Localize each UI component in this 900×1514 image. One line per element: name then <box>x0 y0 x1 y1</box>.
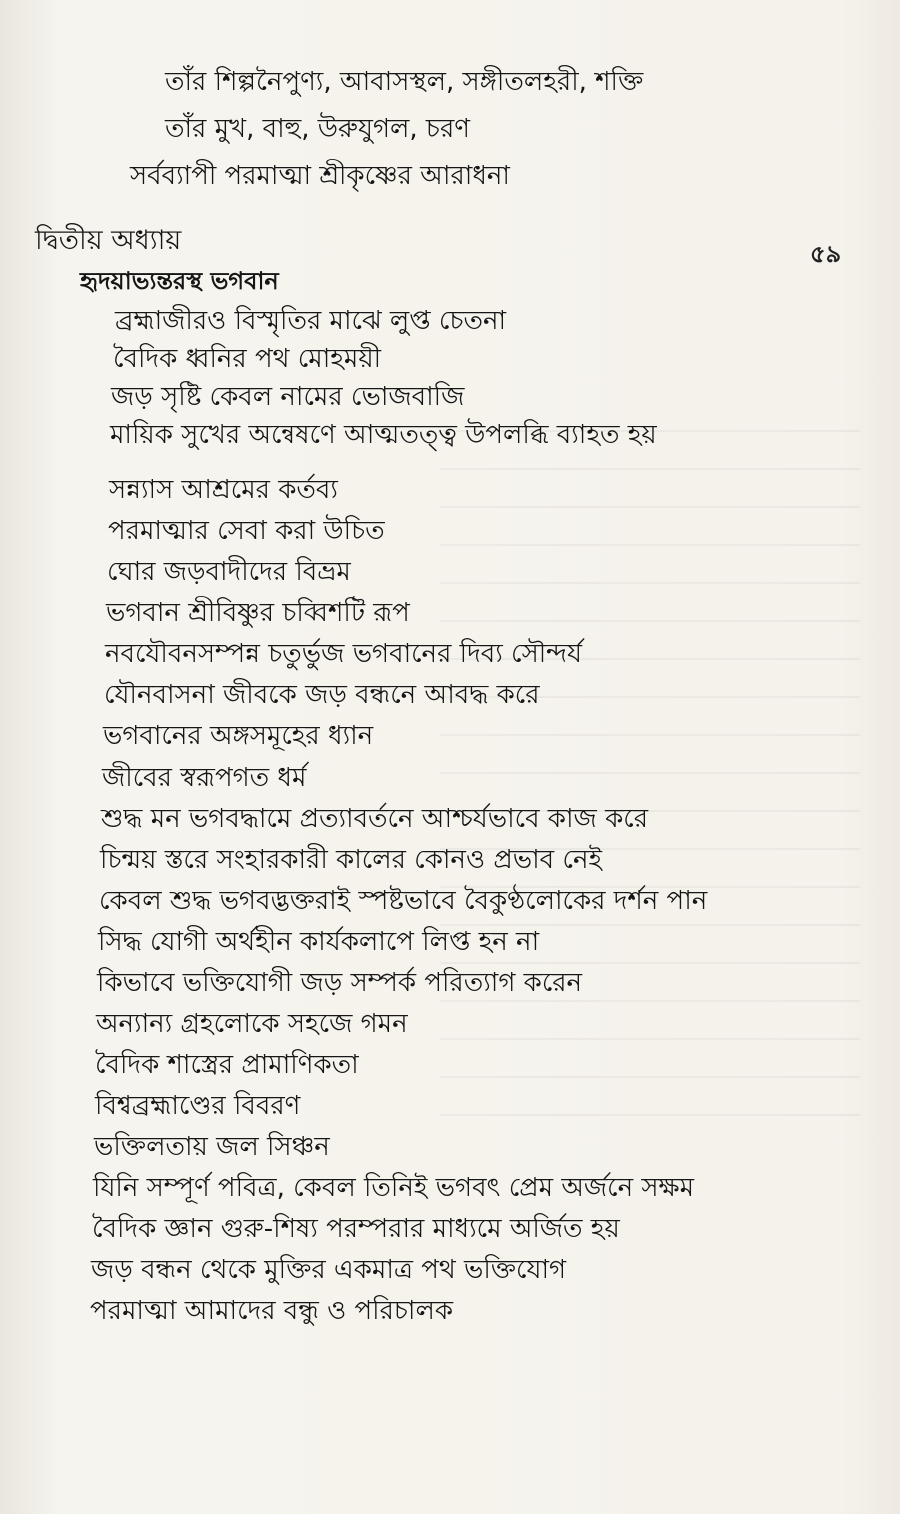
toc-entry: বিশ্বব্রহ্মাণ্ডের বিবরণ <box>95 1091 301 1121</box>
toc-entry: তাঁর মুখ, বাহু, উরুযুগল, চরণ <box>165 114 470 144</box>
toc-entry: ভগবান শ্রীবিষ্ণুর চব্বিশটি রূপ <box>106 598 410 628</box>
toc-entry: পরমাত্মার সেবা করা উচিত <box>108 516 385 546</box>
toc-entry: যিনি সম্পূর্ণ পবিত্র, কেবল তিনিই ভগবৎ প্রেম অর্জনে সক্ষম <box>93 1173 695 1203</box>
toc-entry: ব্রহ্মাজীরও বিস্মৃতির মাঝে লুপ্ত চেতনা <box>115 306 507 336</box>
toc-entry: বৈদিক জ্ঞান গুরু-শিষ্য পরম্পরার মাধ্যমে অর্জিত হয় <box>92 1214 620 1244</box>
toc-entry: সন্ন্যাস আশ্রমের কর্তব্য <box>109 475 338 505</box>
toc-entry: কিভাবে ভক্তিযোগী জড় সম্পর্ক পরিত্যাগ করেন <box>97 968 583 998</box>
toc-entry: সিদ্ধ যোগী অর্থহীন কার্যকলাপে লিপ্ত হন না <box>98 927 540 957</box>
toc-entry: ভক্তিলতায় জল সিঞ্চন <box>94 1132 330 1162</box>
toc-entry: অন্যান্য গ্রহলোকে সহজে গমন <box>96 1009 408 1039</box>
toc-entry: ঘোর জড়বাদীদের বিভ্রম <box>107 557 351 587</box>
toc-entry: চিন্ময় স্তরে সংহারকারী কালের কোনও প্রভাব নেই <box>100 845 603 875</box>
toc-entry: ভগবানের অঙ্গসমূহের ধ্যান <box>103 721 374 751</box>
toc-entry: জীবের স্বরূপগত ধর্ম <box>102 763 307 793</box>
toc-entry: পরমাত্মা আমাদের বন্ধু ও পরিচালক <box>90 1296 454 1326</box>
section-title: হৃদয়াভ্যন্তরস্থ ভগবান <box>80 267 279 295</box>
toc-entry: যৌনবাসনা জীবকে জড় বন্ধনে আবদ্ধ করে <box>104 680 540 710</box>
toc-entry: সর্বব্যাপী পরমাত্মা শ্রীকৃষ্ণের আরাধনা <box>130 161 510 191</box>
toc-entry: মায়িক সুখের অন্বেষণে আত্মতত্ত্ব উপলব্ধি ব্যাহত হয় <box>110 420 657 450</box>
toc-entry: বৈদিক শাস্ত্রের প্রামাণিকতা <box>95 1050 359 1080</box>
show-through-text <box>440 430 860 1130</box>
toc-entry: তাঁর শিল্পনৈপুণ্য, আবাসস্থল, সঙ্গীতলহরী, শক্তি <box>165 67 644 97</box>
toc-entry: বৈদিক ধ্বনির পথ মোহময়ী <box>113 344 382 374</box>
toc-entry: নবযৌবনসম্পন্ন চতুর্ভুজ ভগবানের দিব্য সৌন্দর্য <box>105 639 583 669</box>
toc-entry: কেবল শুদ্ধ ভগবদ্ভক্তরাই স্পষ্টভাবে বৈকুণ্ঠলোকের দর্শন পান <box>99 886 708 916</box>
toc-entry: জড় বন্ধন থেকে মুক্তির একমাত্র পথ ভক্তিযোগ <box>91 1255 567 1285</box>
toc-entry: শুদ্ধ মন ভগবদ্ধামে প্রত্যাবর্তনে আশ্চর্যভাবে কাজ করে <box>101 804 649 834</box>
page-number: ৫৯ <box>810 240 842 268</box>
chapter-title: দ্বিতীয় অধ্যায় <box>35 225 182 256</box>
toc-entry: জড় সৃষ্টি কেবল নামের ভোজবাজি <box>111 382 465 412</box>
